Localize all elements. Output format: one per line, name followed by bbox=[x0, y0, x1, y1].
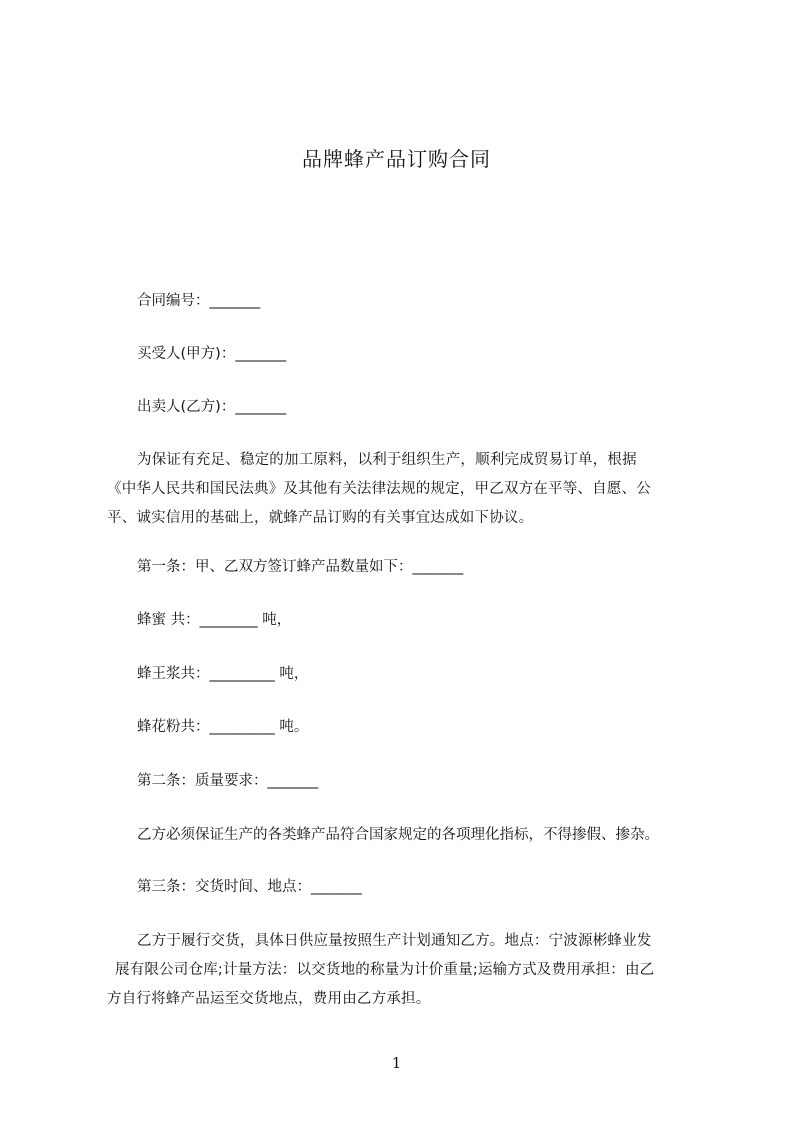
intro-line-3: 平、诚实信用的基础上，就蜂产品订购的有关事宜达成如下协议。 bbox=[107, 510, 534, 526]
pollen-quantity-line: 蜂花粉共：_________ 吨。 bbox=[137, 719, 309, 735]
article-3-heading: 第三条：交货时间、地点：_______ bbox=[137, 879, 362, 895]
delivery-line-1: 乙方于履行交货，具体日供应量按照生产计划通知乙方。地点：宁波源彬蜂业发 bbox=[137, 933, 652, 949]
buyer-line: 买受人(甲方)：_______ bbox=[137, 346, 287, 362]
delivery-paragraph bbox=[107, 927, 654, 1014]
intro-line-1: 为保证有充足、稳定的加工原料，以利于组织生产，顺利完成贸易订单，根据 bbox=[137, 452, 637, 468]
article-1-heading: 第一条：甲、乙双方签订蜂产品数量如下：_______ bbox=[137, 559, 464, 575]
honey-quantity-line: 蜂蜜 共：________ 吨， bbox=[137, 612, 292, 628]
delivery-line-2: 展有限公司仓库;计量方法：以交货地的称量为计价重量;运输方式及费用承担：由乙 bbox=[115, 962, 655, 978]
contract-number-line: 合同编号：_______ bbox=[137, 293, 261, 309]
intro-line-2: 《中华人民共和国民法典》及其他有关法律法规的规定，甲乙双方在平等、自愿、公 bbox=[107, 481, 651, 497]
article-2-heading: 第二条：质量要求：_______ bbox=[137, 773, 319, 789]
quality-requirement-text: 乙方必须保证生产的各类蜂产品符合国家规定的各项理化指标，不得掺假、掺杂。 bbox=[137, 827, 659, 843]
seller-line: 出卖人(乙方)：_______ bbox=[137, 399, 287, 415]
document-title: 品牌蜂产品订购合同 bbox=[302, 147, 491, 171]
intro-paragraph bbox=[107, 446, 651, 533]
royal-jelly-quantity-line: 蜂王浆共：_________ 吨， bbox=[137, 666, 309, 682]
delivery-line-3: 方自行将蜂产品运至交货地点，费用由乙方承担。 bbox=[107, 991, 431, 1007]
page-number: 1 bbox=[391, 1054, 402, 1072]
